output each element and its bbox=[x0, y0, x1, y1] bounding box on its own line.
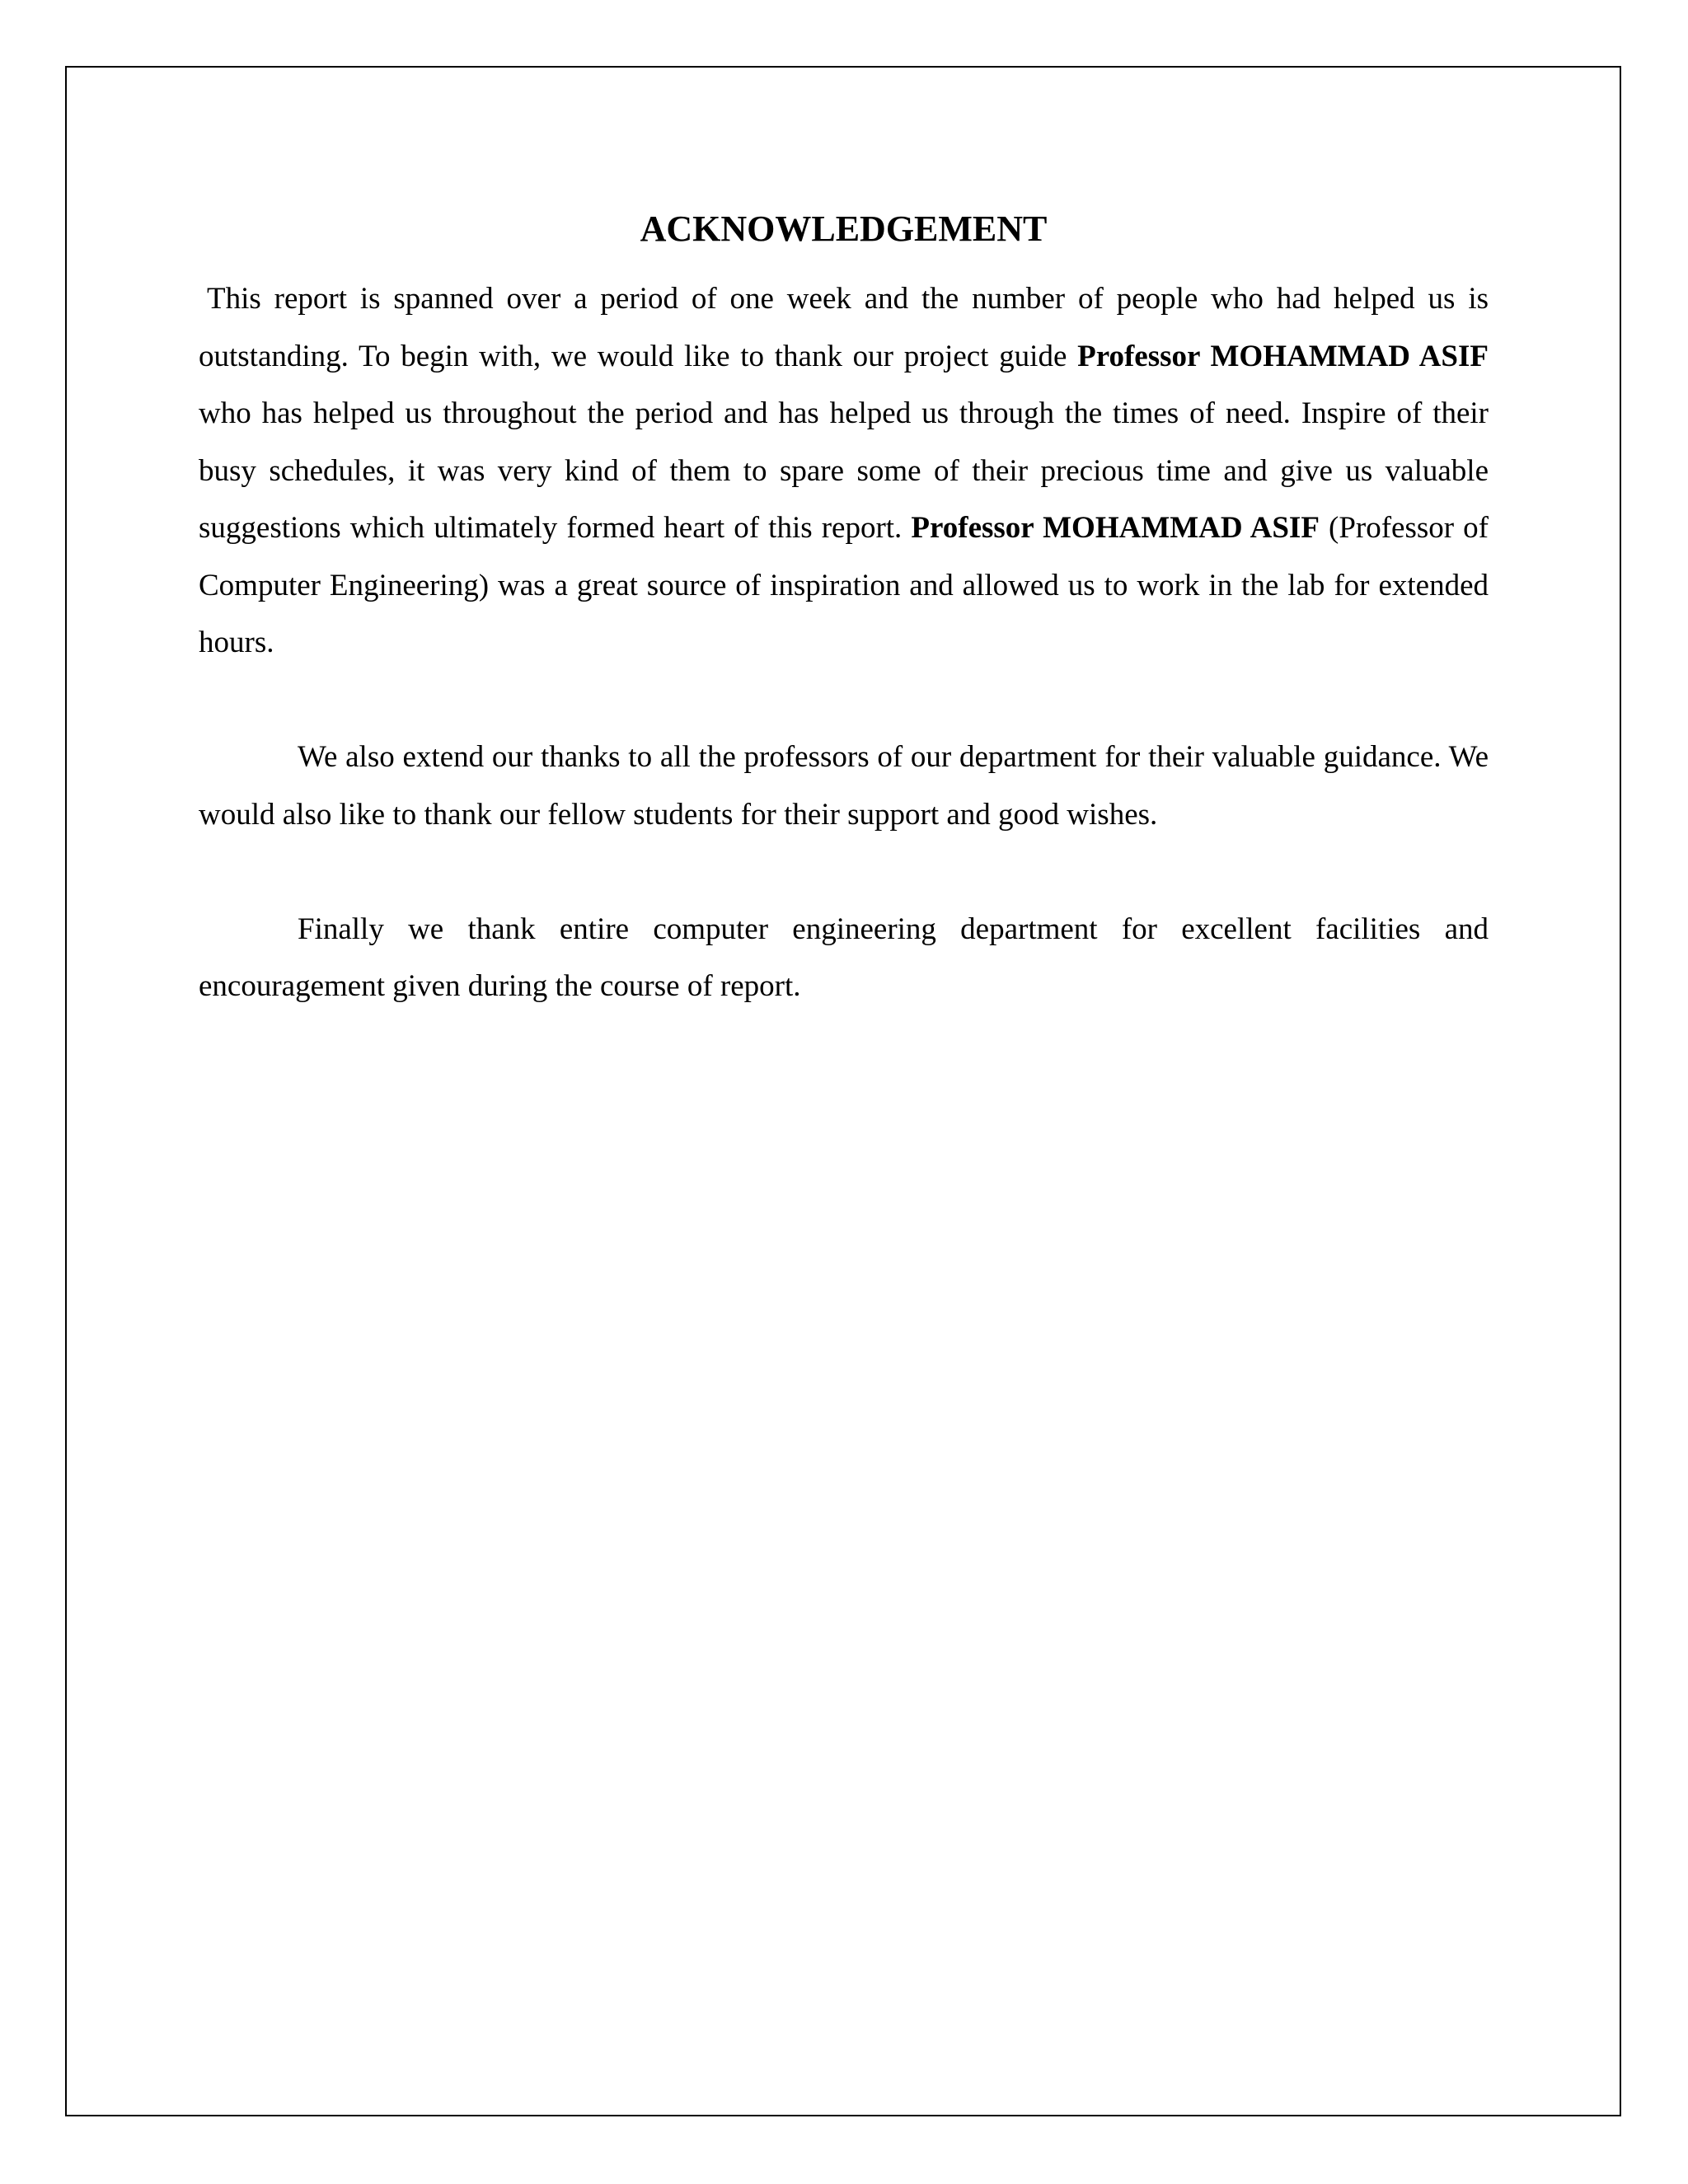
paragraph-intro bbox=[199, 270, 1489, 672]
paragraph-spacer bbox=[199, 672, 1489, 729]
paragraph-text: who has helped us throughout the period and has helped us through the times of need. Inspire of their busy schedules, it was very kind of them to spare some of their precious time and give us valuable suggestions which ultimately formed heart of this report. bbox=[199, 396, 1489, 545]
paragraph-text: (Professor of Computer Engineering) was a great source of inspiration and allowed us to work in the lab for extended hours. bbox=[199, 511, 1489, 659]
document-body bbox=[199, 204, 1489, 1015]
paragraph-spacer bbox=[199, 843, 1489, 901]
guide-name-bold: Professor MOHAMMAD ASIF bbox=[1077, 339, 1489, 373]
document-title: ACKNOWLEDGEMENT bbox=[640, 209, 1048, 249]
paragraph-text: This report is spanned over a period of one week and the number of people who had helped us is outstanding. To begin with, we would like to thank our project guide bbox=[199, 282, 1489, 373]
paragraph-thanks-department: Finally we thank entire computer engineering department for excellent facilities and encouragement given during the course of report. bbox=[199, 912, 1489, 1003]
guide-name-bold: Professor MOHAMMAD ASIF bbox=[911, 511, 1320, 545]
paragraph-thanks-professors: We also extend our thanks to all the professors of our department for their valuable guidance. We would also like to thank our fellow students for their support and good wishes. bbox=[199, 740, 1489, 832]
